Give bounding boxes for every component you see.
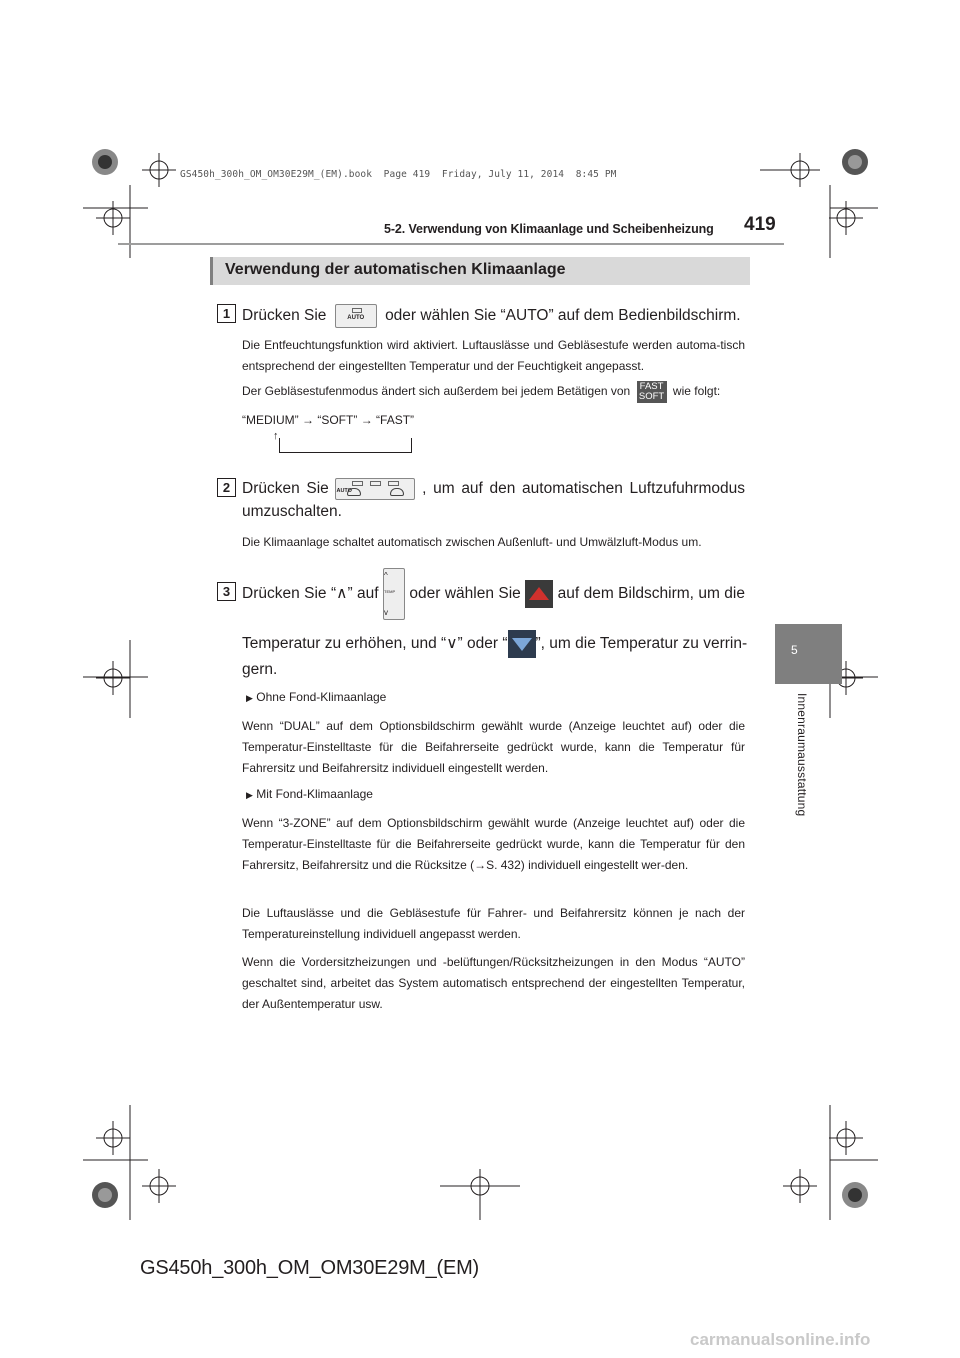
section-title: 5-2. Verwendung von Klimaanlage und Scheibenheizung: [384, 222, 714, 236]
text-outlets: Die Luftauslässe und die Gebläsestufe für Fahrer- und Beifahrersitz können je nach der Temperatureinstellung individuell angepasst werden.: [242, 906, 745, 941]
triangle-bullet-icon: ▶: [246, 790, 253, 800]
header-rule: [118, 243, 784, 245]
fan-mode-cycle: “MEDIUM” → “SOFT” → “FAST”: [242, 413, 415, 427]
fast-soft-button-icon: FAST SOFT: [637, 381, 667, 403]
subheading-without-rear: ▶ Ohne Fond-Klimaanlage: [246, 690, 387, 704]
step-2-note: Die Klimaanlage schaltet automatisch zwischen Außenluft- und Umwälzluft-Modus um.: [242, 535, 702, 549]
chapter-tab: [775, 624, 842, 684]
step-3-line-2: Temperatur zu erhöhen, und “∨” oder “ ”, um die Temperatur zu verrin-: [242, 630, 745, 658]
step-1-line: Drücken Sie AUTO oder wählen Sie “AUTO” auf dem Bedienbildschirm.: [242, 304, 741, 328]
chapter-number: 5: [791, 643, 798, 657]
step-2-line-2: umzuschalten.: [242, 503, 342, 520]
page-number: 419: [744, 214, 776, 235]
step-number-1: 1: [217, 304, 236, 323]
auto-button-icon: AUTO: [335, 304, 377, 328]
step-number-2: 2: [217, 478, 236, 497]
arrow-up-icon: ↑: [273, 430, 279, 442]
subheading-with-rear: ▶ Mit Fond-Klimaanlage: [246, 787, 373, 801]
footer-model-code: GS450h_300h_OM_OM30E29M_(EM): [140, 1257, 480, 1279]
watermark: carmanualsonline.info: [690, 1330, 871, 1349]
step-3-line-1: Drücken Sie “∧” auf ^ TEMP v oder wählen Sie auf dem Bildschirm, um die: [242, 568, 745, 620]
step-3-line-3: gern.: [242, 661, 278, 678]
step-1-note: Die Entfeuchtungsfunktion wird aktiviert. Luftauslässe und Gebläsestufe werden automa-tisch entsprechend der eingestellten Temperatur und der Feuchtigkeit angepasst.: [242, 338, 745, 373]
section-heading-text: Verwendung der automatischen Klimaanlage: [225, 261, 566, 278]
temp-switch-icon: ^ TEMP v: [383, 568, 405, 620]
step-1-mode-line: Der Gebläsestufenmodus ändert sich außerdem bei jedem Betätigen von FAST SOFT wie folgt:: [242, 381, 721, 402]
triangle-bullet-icon: ▶: [246, 693, 253, 703]
auto-air-intake-button-icon: AUTO: [335, 478, 415, 500]
chapter-title: Innenraumausstattung: [795, 693, 809, 817]
text-with-rear: Wenn “3-ZONE” auf dem Optionsbildschirm gewählt wurde (Anzeige leuchtet auf) oder die Temperatur-Einstelltaste für die Beifahrerseite gedrückt wurde, kann die Temperatur für den Fahrersitz, Beifahrersitz und die Rücksitze (→S. 432) individuell eingestellt wer-den.: [242, 816, 745, 872]
text-without-rear: Wenn “DUAL” auf dem Optionsbildschirm gewählt wurde (Anzeige leuchtet auf) oder die Temperatur-Einstelltaste für die Beifahrerseite gedrückt wurde, kann die Temperatur für Fahrersitz und Beifahrersitz individuell eingestellt werden.: [242, 719, 745, 775]
text-seat-heaters: Wenn die Vordersitzheizungen und -belüftungen/Rücksitzheizungen in den Modus “AUTO” geschaltet sind, arbeitet das System automatisch entsprechend der eingestellten Temperatur, der Außentemperatur usw.: [242, 955, 745, 1011]
step-2-line: Drücken Sie AUTO , um auf den automatischen Luftzufuhrmodus: [242, 478, 745, 500]
step-number-3: 3: [217, 582, 236, 601]
section-heading: [210, 257, 750, 285]
temp-up-screen-icon: [525, 580, 553, 608]
cycle-return-line: [279, 438, 412, 453]
temp-down-screen-icon: [508, 630, 536, 658]
book-header: GS450h_300h_OM_OM30E29M_(EM).book Page 419 Friday, July 11, 2014 8:45 PM: [180, 169, 617, 180]
